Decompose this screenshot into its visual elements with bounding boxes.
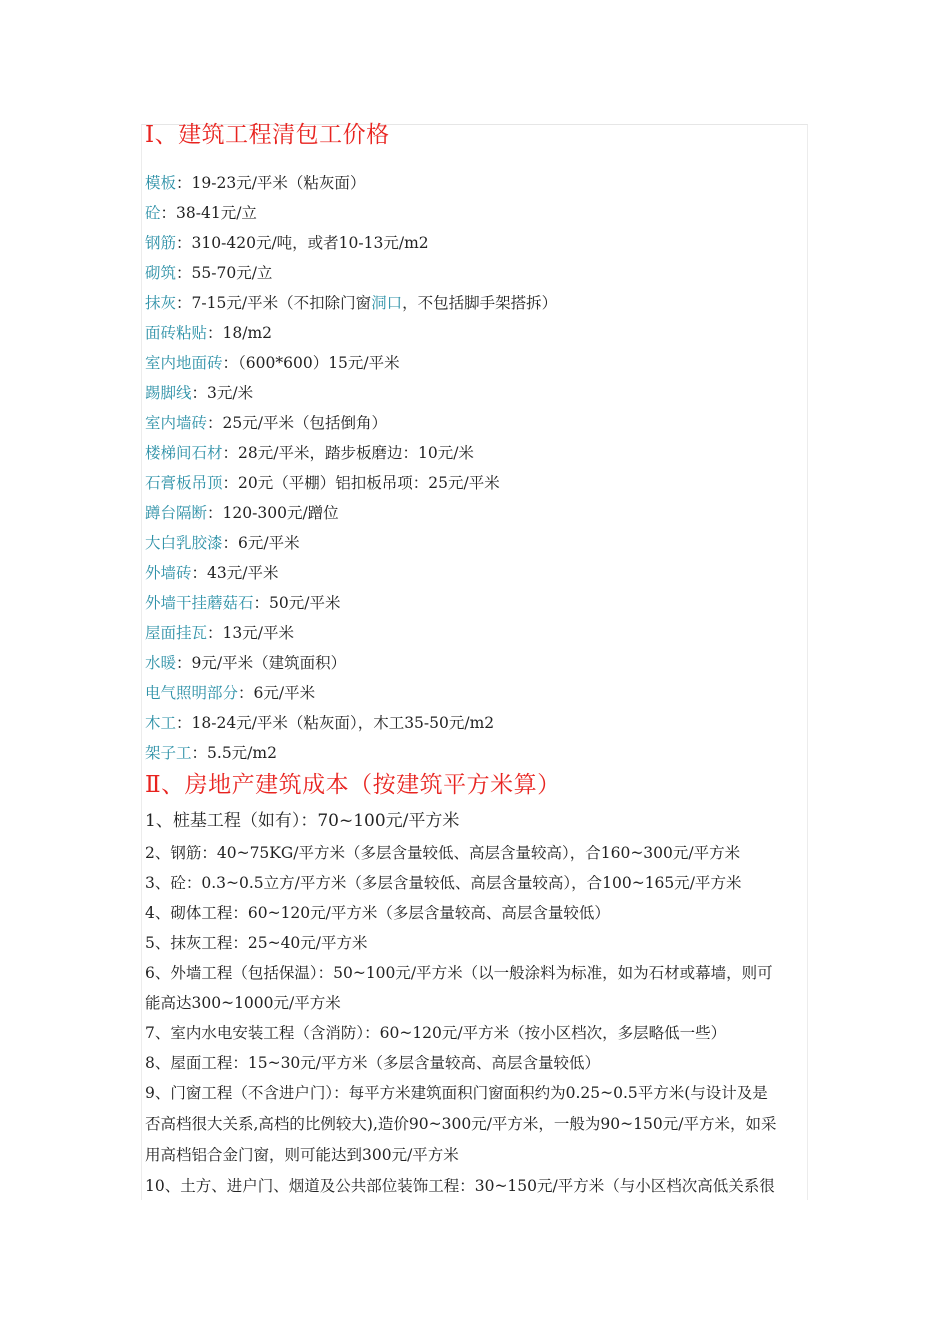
section2-title: Ⅱ、房地产建筑成本（按建筑平方米算） [145, 772, 561, 798]
cost-item-7: 7、室内水电安装工程（含消防）：60~120元/平方米（按小区档次，多层略低一些） [145, 1024, 727, 1042]
price-item-value: 25元/平米（包括倒角） [222, 414, 387, 432]
price-item-value: 13元/平米 [222, 624, 294, 642]
price-item-value: 5.5元/m2 [207, 744, 277, 762]
price-item-separator: ： [253, 594, 270, 612]
cost-item-9 [145, 1078, 807, 1171]
price-item-separator: ： [191, 744, 208, 762]
price-item-term: 砌筑 [145, 264, 177, 282]
price-item-term: 楼梯间石材 [145, 444, 223, 462]
price-item-term: 蹲台隔断 [145, 504, 208, 522]
cost-item-4: 4、砌体工程：60~120元/平方米（多层含量较高、高层含量较低） [145, 904, 610, 922]
cost-item-9-line-3: 用高档铝合金门窗，则可能达到300元/平方米 [145, 1146, 459, 1164]
price-item [145, 288, 807, 318]
price-item-value: 3元/米 [207, 384, 254, 402]
price-item [145, 708, 807, 738]
price-item [145, 498, 807, 528]
price-item [145, 438, 807, 468]
price-item-term: 踢脚线 [145, 384, 192, 402]
price-item-value: 6元/平米 [238, 534, 300, 552]
price-item-value: 18/m2 [222, 324, 273, 342]
document-body [145, 118, 807, 1201]
cost-item-6-line-2: 能高达300~1000元/平方米 [145, 994, 341, 1012]
price-item-value: 18-24元/平米（粘灰面），木工35-50元/m2 [191, 714, 495, 732]
price-item-separator: ： [207, 624, 223, 642]
price-item-term: 抹灰 [145, 294, 177, 312]
price-item-separator: ： [238, 684, 254, 702]
price-item-value: 310-420元/吨，或者10-13元/m2 [191, 234, 429, 252]
price-item-term: 模板 [145, 174, 177, 192]
cost-item-9-line-1: 9、门窗工程（不含进户门）：每平方米建筑面积门窗面积约为0.25~0.5平方米(与设计及是 [145, 1084, 768, 1102]
price-item [145, 648, 807, 678]
price-item-link[interactable]: 洞口 [371, 294, 403, 312]
price-item [145, 258, 807, 288]
price-item-separator: ： [207, 324, 223, 342]
price-item [145, 588, 807, 618]
price-item-separator: ： [176, 234, 192, 252]
price-item-value: 19-23元/平米（粘灰面） [191, 174, 366, 192]
cost-item-9-line-2: 否高档很大关系,高档的比例较大),造价90~300元/平方米，一般为90~150元/平方米，如采 [145, 1115, 777, 1133]
price-item-separator: ： [176, 264, 192, 282]
price-item [145, 348, 807, 378]
price-item-term: 外墙干挂蘑菇石 [145, 594, 254, 612]
price-item-term: 外墙砖 [145, 564, 192, 582]
price-item-value: 28元/平米，踏步板磨边：10元/米 [238, 444, 474, 462]
price-item-separator: ： [176, 654, 192, 672]
cost-item-6 [145, 958, 807, 1018]
price-item-value-cont: ，不包括脚手架搭拆） [402, 294, 558, 312]
price-item-term: 钢筋 [145, 234, 177, 252]
price-item-separator: ： [191, 384, 208, 402]
price-item-value: （600*600）15元/平米 [238, 354, 400, 372]
price-item [145, 198, 807, 228]
cost-item-3: 3、砼：0.3~0.5立方/平方米（多层含量较低、高层含量较高），合100~165元/平方米 [145, 874, 742, 892]
section1-title: Ⅰ、建筑工程清包工价格 [145, 122, 390, 148]
price-item-term: 石膏板吊顶 [145, 474, 223, 492]
price-item-term: 水暖 [145, 654, 177, 672]
price-item-term: 室内墙砖 [145, 414, 208, 432]
price-item-term: 室内地面砖 [145, 354, 223, 372]
price-item-value: 20元（平棚）铝扣板吊项：25元/平米 [238, 474, 500, 492]
price-item [145, 378, 807, 408]
cost-item-5: 5、抹灰工程：25~40元/平方米 [145, 934, 368, 952]
price-item [145, 558, 807, 588]
cost-item-1: 1、桩基工程（如有）：70~100元/平方米 [145, 811, 460, 831]
price-item-term: 架子工 [145, 744, 192, 762]
price-item-separator: ： [176, 294, 192, 312]
price-item [145, 228, 807, 258]
cost-list [145, 804, 807, 1201]
price-item-value: 55-70元/立 [191, 264, 273, 282]
price-item [145, 168, 807, 198]
price-item-separator: ： [222, 534, 239, 552]
price-item [145, 528, 807, 558]
price-item-value: 9元/平米（建筑面积） [191, 654, 347, 672]
price-item-value: 7-15元/平米（不扣除门窗 [191, 294, 372, 312]
price-item [145, 678, 807, 708]
price-item-term: 大白乳胶漆 [145, 534, 223, 552]
price-item-separator: ： [207, 504, 223, 522]
price-item-term: 砼 [145, 204, 161, 222]
price-item-term: 面砖粘贴 [145, 324, 208, 342]
price-item-separator: ： [176, 714, 192, 732]
price-item-value: 50元/平米 [269, 594, 341, 612]
cost-item-8: 8、屋面工程：15~30元/平方米（多层含量较高、高层含量较低） [145, 1054, 601, 1072]
price-item-value: 120-300元/蹭位 [222, 504, 339, 522]
price-item [145, 318, 807, 348]
price-item-separator: ： [191, 564, 208, 582]
price-item-separator: ： [222, 444, 239, 462]
price-item-separator: ： [222, 354, 239, 372]
price-item-separator: ： [222, 474, 239, 492]
cost-item-6-line-1: 6、外墙工程（包括保温）：50~100元/平方米（以一般涂料为标准，如为石材或幕墙，则可 [145, 964, 773, 982]
cost-item-2: 2、钢筋：40~75KG/平方米（多层含量较低、高层含量较高），合160~300元/平方米 [145, 844, 741, 862]
price-item [145, 468, 807, 498]
price-item-separator: ： [176, 174, 192, 192]
price-item-value: 38-41元/立 [176, 204, 257, 222]
price-item-value: 6元/平米 [253, 684, 316, 702]
price-item [145, 738, 807, 768]
price-item-separator: ： [207, 414, 223, 432]
price-item [145, 408, 807, 438]
price-item-term: 屋面挂瓦 [145, 624, 208, 642]
price-item [145, 618, 807, 648]
price-item-value: 43元/平米 [207, 564, 279, 582]
cost-item-10: 10、土方、进户门、烟道及公共部位装饰工程：30~150元/平方米（与小区档次高低关系很 [145, 1177, 775, 1195]
price-item-separator: ： [160, 204, 177, 222]
price-item-term: 木工 [145, 714, 177, 732]
price-item-term: 电气照明部分 [145, 684, 239, 702]
price-list [145, 168, 807, 768]
